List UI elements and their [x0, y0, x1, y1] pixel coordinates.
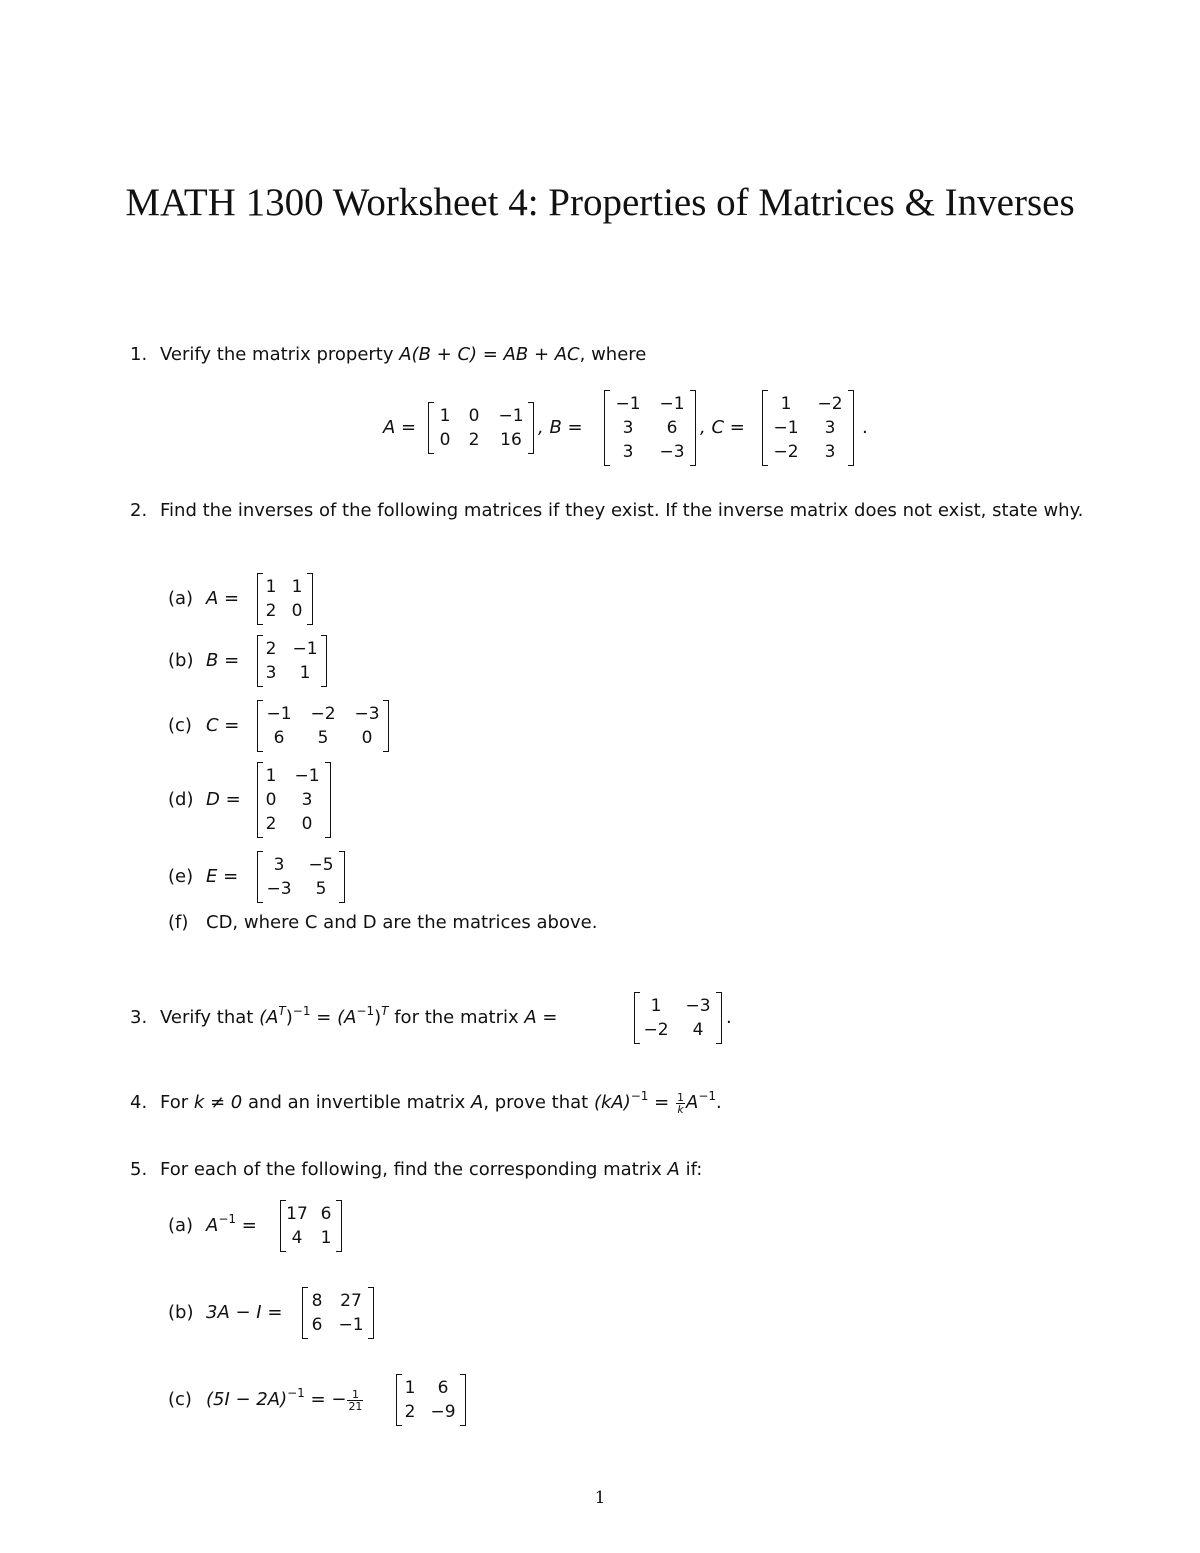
- q3-end: .: [726, 1007, 732, 1028]
- q4-eq: =: [654, 1092, 670, 1113]
- matrix-cell: −2: [643, 1020, 669, 1040]
- q5b-matrix: [302, 1287, 374, 1339]
- matrix-cell: 27: [340, 1291, 362, 1311]
- matrix-cell: 2: [404, 1402, 416, 1422]
- matrix-cell: 16: [500, 430, 522, 450]
- q1-b-label: , B =: [538, 417, 583, 438]
- q5-text-end: if:: [685, 1159, 703, 1180]
- matrix-cell: 0: [439, 430, 451, 450]
- bracket-right: [528, 402, 534, 454]
- matrix-cell: 4: [291, 1228, 303, 1248]
- q1-number: 1.: [130, 344, 148, 365]
- q2-number: 2.: [130, 500, 148, 521]
- q3-text-mid: for the matrix: [394, 1007, 519, 1028]
- q2-text: Find the inverses of the following matrices if they exist. If the inverse matrix does not exist, state why.: [160, 500, 1084, 521]
- q5a-eq: =: [241, 1215, 257, 1236]
- q4-text: [160, 1090, 722, 1116]
- q3-lhs-exp: −1: [292, 1004, 311, 1018]
- q2b-matrix: [257, 635, 327, 687]
- matrix-cell: 0: [361, 728, 373, 748]
- q2c-matrix: [257, 700, 389, 752]
- q1-matrix-b: [604, 390, 696, 466]
- q4-text-prefix: For: [160, 1092, 189, 1113]
- q5-number: 5.: [130, 1159, 148, 1180]
- q3-lhs-close: ): [285, 1007, 293, 1028]
- bracket-right: [690, 390, 696, 466]
- matrix-cell: 2: [265, 814, 277, 834]
- q5c-label: (c): [168, 1389, 192, 1410]
- q5-text-main: For each of the following, find the corresponding matrix: [160, 1159, 662, 1180]
- matrix-cell: 1: [265, 577, 277, 597]
- matrix-cell: 1: [404, 1378, 416, 1398]
- q2c-label: (c): [168, 715, 192, 736]
- q3-number: 3.: [130, 1007, 148, 1028]
- q4-rhs-exp: −1: [698, 1089, 717, 1103]
- q2a-eq: A =: [206, 588, 240, 609]
- q5c-matrix: [396, 1374, 466, 1426]
- matrix-cell: 6: [666, 418, 678, 438]
- matrix-cell: −1: [498, 406, 524, 426]
- matrix-cell: −3: [354, 704, 380, 724]
- q3-text-prefix: Verify that: [160, 1007, 254, 1028]
- q3-a-eq: A =: [524, 1007, 558, 1028]
- matrix-cell: 0: [291, 601, 303, 621]
- q3-rhs-exp: T: [381, 1004, 389, 1018]
- bracket-right: [321, 635, 327, 687]
- q4-cond: k ≠ 0: [193, 1092, 243, 1113]
- matrix-cell: 0: [468, 406, 480, 426]
- q5c-frac-den: 21: [348, 1399, 363, 1413]
- page-number: 1: [594, 1488, 606, 1508]
- matrix-cell: −1: [294, 766, 320, 786]
- q1-a-label: A =: [383, 417, 417, 438]
- q3-text: [160, 1005, 558, 1031]
- q1-c-label: , C =: [700, 417, 745, 438]
- page-title: MATH 1300 Worksheet 4: Properties of Matrices & Inverses: [125, 181, 1075, 224]
- q5-var: A: [667, 1159, 680, 1180]
- matrix-cell: 3: [622, 442, 634, 462]
- q5c-eq: = −: [310, 1389, 347, 1410]
- q5b-lhs: 3A − I =: [206, 1302, 283, 1323]
- q4-text-mid2: , prove that: [483, 1092, 589, 1113]
- q5a-label: (a): [168, 1215, 194, 1236]
- q4-end: .: [716, 1092, 722, 1113]
- matrix-cell: 6: [273, 728, 285, 748]
- bracket-right: [325, 762, 331, 838]
- bracket-right: [848, 390, 854, 466]
- q2f-label: (f): [168, 912, 189, 933]
- q4-text-mid: and an invertible matrix: [248, 1092, 466, 1113]
- q5c-lhs-wrap: [206, 1387, 364, 1413]
- matrix-cell: −1: [292, 639, 318, 659]
- matrix-cell: 3: [622, 418, 634, 438]
- q1-matrix-a: [428, 402, 534, 454]
- q2d-matrix: [257, 762, 331, 838]
- q4-frac-den: k: [677, 1102, 684, 1116]
- q5a-lhs: A: [206, 1215, 219, 1236]
- matrix-cell: 2: [265, 639, 277, 659]
- q3-matrix-a: [634, 992, 722, 1044]
- matrix-cell: −2: [817, 394, 843, 414]
- q5c-frac-num: 1: [347, 1389, 363, 1401]
- q5-text: [160, 1157, 702, 1183]
- matrix-cell: 1: [780, 394, 792, 414]
- matrix-cell: −9: [430, 1402, 456, 1422]
- q1-text: [160, 342, 646, 368]
- bracket-right: [307, 573, 313, 625]
- matrix-cell: 6: [320, 1204, 332, 1224]
- bracket-right: [339, 851, 345, 903]
- q3-rhs-sup: −1: [356, 1004, 375, 1018]
- matrix-cell: 1: [320, 1228, 332, 1248]
- q2d-label: (d): [168, 789, 194, 810]
- q1-matrix-c: [762, 390, 854, 466]
- matrix-cell: −1: [338, 1315, 364, 1335]
- q4-lhs-exp: −1: [630, 1089, 649, 1103]
- matrix-cell: 0: [265, 790, 277, 810]
- q2b-label: (b): [168, 650, 194, 671]
- matrix-cell: −1: [773, 418, 799, 438]
- matrix-cell: 3: [824, 418, 836, 438]
- matrix-cell: 3: [824, 442, 836, 462]
- q2d-eq: D =: [206, 789, 241, 810]
- q4-rhs: A: [686, 1092, 699, 1113]
- q2a-matrix: [257, 573, 313, 625]
- q1-property: A(B + C) = AB + AC: [399, 344, 580, 365]
- matrix-cell: −1: [615, 394, 641, 414]
- matrix-cell: 1: [291, 577, 303, 597]
- q2e-label: (e): [168, 866, 194, 887]
- matrix-cell: −3: [659, 442, 685, 462]
- matrix-cell: −2: [310, 704, 336, 724]
- matrix-cell: −3: [685, 996, 711, 1016]
- q3-eq: =: [316, 1007, 332, 1028]
- q1-end: .: [862, 417, 868, 438]
- matrix-cell: 1: [650, 996, 662, 1016]
- matrix-cell: 5: [315, 879, 327, 899]
- q5a-matrix: [280, 1200, 342, 1252]
- q2e-eq: E =: [206, 866, 239, 887]
- matrix-cell: 1: [265, 766, 277, 786]
- matrix-cell: 0: [301, 814, 313, 834]
- bracket-right: [460, 1374, 466, 1426]
- matrix-cell: −2: [773, 442, 799, 462]
- q5c-exp: −1: [287, 1386, 305, 1400]
- q5b-label: (b): [168, 1302, 194, 1323]
- q4-frac-num: 1: [677, 1090, 684, 1104]
- q3-rhs-close: ): [374, 1007, 382, 1028]
- q2b-eq: B =: [206, 650, 240, 671]
- q4-number: 4.: [130, 1092, 148, 1113]
- q5c-fraction: [347, 1389, 363, 1412]
- q5a-lhs-wrap: [206, 1213, 257, 1239]
- matrix-cell: 6: [437, 1378, 449, 1398]
- matrix-cell: 17: [286, 1204, 308, 1224]
- q1-text-suffix: , where: [579, 344, 647, 365]
- bracket-right: [368, 1287, 374, 1339]
- q2a-label: (a): [168, 588, 194, 609]
- matrix-cell: −1: [659, 394, 685, 414]
- q5a-exp: −1: [218, 1212, 237, 1226]
- q5c-lhs: (5I − 2A): [206, 1389, 288, 1410]
- bracket-right: [716, 992, 722, 1044]
- matrix-cell: 3: [301, 790, 313, 810]
- matrix-cell: 3: [265, 663, 277, 683]
- matrix-cell: 6: [311, 1315, 323, 1335]
- matrix-cell: 8: [311, 1291, 323, 1311]
- q3-lhs-sup: T: [278, 1004, 286, 1018]
- q2f-text: CD, where C and D are the matrices above.: [206, 912, 598, 933]
- q4-fraction: [676, 1092, 685, 1115]
- matrix-cell: −5: [308, 855, 334, 875]
- matrix-cell: −3: [266, 879, 292, 899]
- q4-var: A: [470, 1092, 484, 1113]
- q1-text-prefix: Verify the matrix property: [160, 344, 394, 365]
- matrix-cell: 1: [299, 663, 311, 683]
- matrix-cell: 5: [317, 728, 329, 748]
- q3-lhs: (A: [259, 1007, 279, 1028]
- matrix-cell: 1: [439, 406, 451, 426]
- q4-lhs: (kA): [593, 1092, 631, 1113]
- matrix-cell: 3: [273, 855, 285, 875]
- q3-rhs: (A: [337, 1007, 357, 1028]
- matrix-cell: −1: [266, 704, 292, 724]
- matrix-cell: 2: [265, 601, 277, 621]
- matrix-cell: 2: [468, 430, 480, 450]
- q2c-eq: C =: [206, 715, 240, 736]
- matrix-cell: 4: [692, 1020, 704, 1040]
- q2e-matrix: [257, 851, 345, 903]
